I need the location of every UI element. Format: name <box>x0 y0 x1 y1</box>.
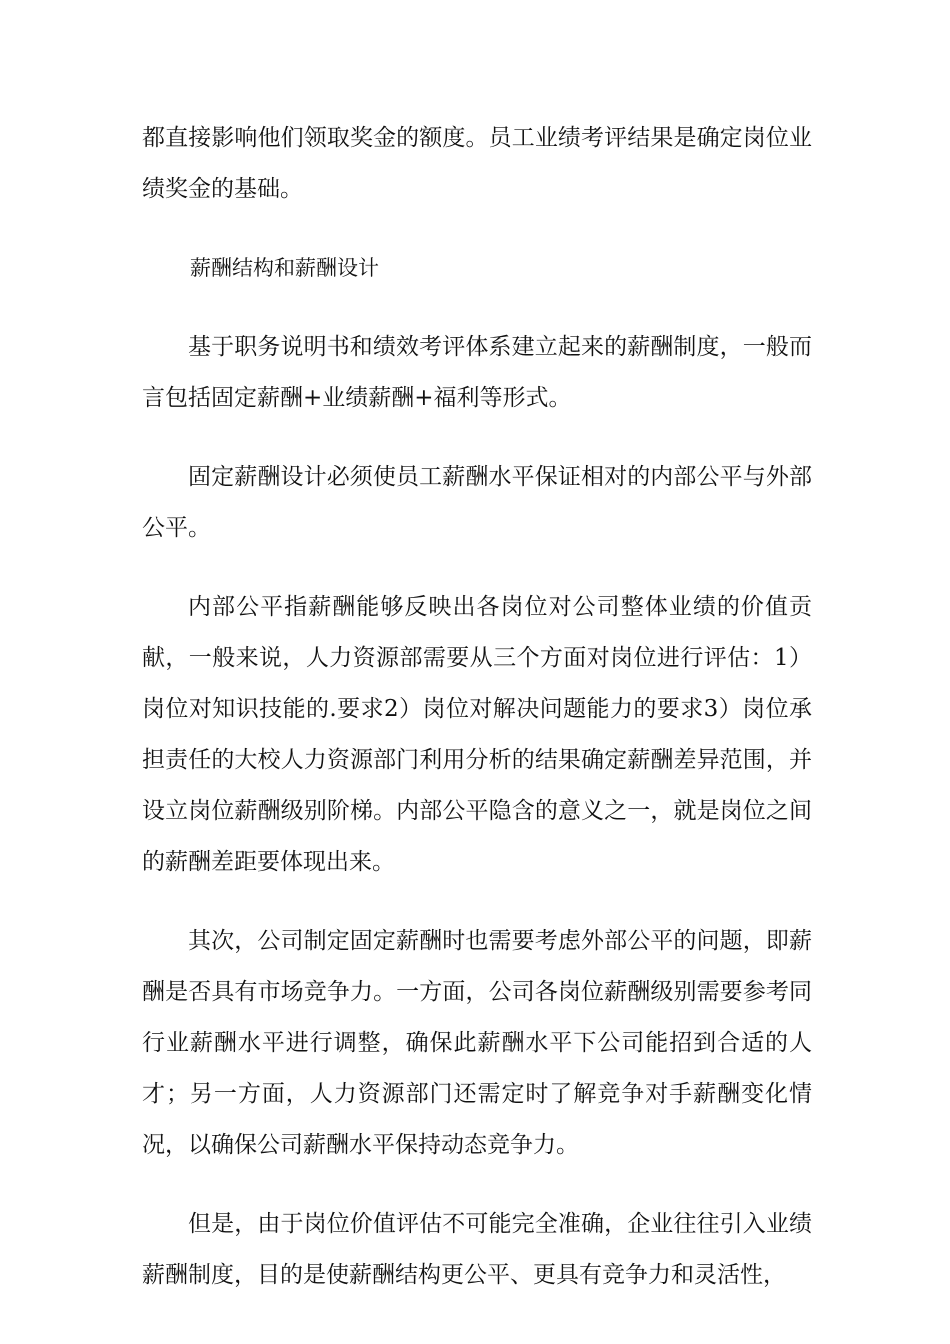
paragraph-fixed-pay-fairness: 固定薪酬设计必须使员工薪酬水平保证相对的内部公平与外部公平。 <box>142 464 812 541</box>
document-body <box>142 113 812 1329</box>
paragraph-compensation-system: 基于职务说明书和绩效考评体系建立起来的薪酬制度，一般而言包括固定薪酬+业绩薪酬+福利等形式。 <box>142 334 812 411</box>
paragraph-performance-pay: 但是，由于岗位价值评估不可能完全准确，企业往往引入业绩薪酬制度，目的是使薪酬结构更公平、更具有竞争力和灵活性， <box>142 1211 812 1288</box>
section-heading: 薪酬结构和薪酬设计 <box>190 256 379 280</box>
paragraph-external-fairness: 其次，公司制定固定薪酬时也需要考虑外部公平的问题，即薪酬是否具有市场竞争力。一方面，公司各岗位薪酬级别需要参考同行业薪酬水平进行调整，确保此薪酬水平下公司能招到合适的人才；另一方面，人力资源部门还需定时了解竞争对手薪酬变化情况，以确保公司薪酬水平保持动态竞争力。 <box>142 928 812 1158</box>
paragraph-internal-fairness: 内部公平指薪酬能够反映出各岗位对公司整体业绩的价值贡献，一般来说，人力资源部需要从三个方面对岗位进行评估：1）岗位对知识技能的.要求2）岗位对解决问题能力的要求3）岗位承担责任的大校人力资源部门利用分析的结果确定薪酬差异范围，并设立岗位薪酬级别阶梯。内部公平隐含的意义之一，就是岗位之间的薪酬差距要体现出来。 <box>142 594 812 875</box>
paragraph-continuation: 都直接影响他们领取奖金的额度。员工业绩考评结果是确定岗位业绩奖金的基础。 <box>142 125 812 202</box>
